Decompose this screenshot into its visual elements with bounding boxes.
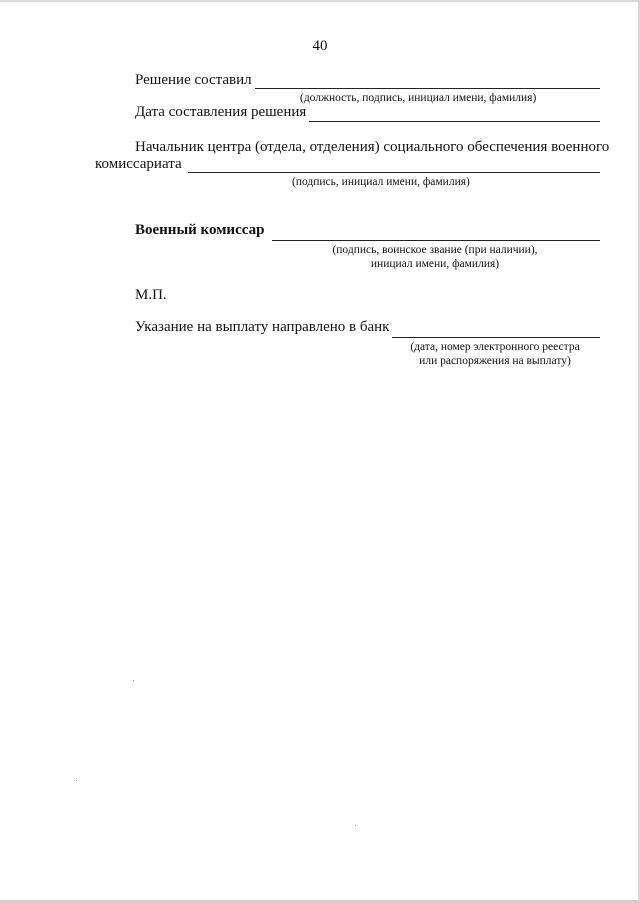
decision-by-caption: (должность, подпись, инициал имени, фамилия) — [300, 92, 537, 104]
page-edge-top — [0, 0, 640, 2]
commissar-signature-line — [272, 240, 600, 241]
chief-title-line1: Начальник центра (отдела, отделения) социального обеспечения военного — [135, 139, 610, 155]
decision-by-signature-line — [255, 88, 600, 89]
commissar-caption-line2: инициал имени, фамилия) — [370, 258, 500, 270]
bank-caption-line1: (дата, номер электронного реестра — [410, 341, 580, 353]
bank-line — [392, 337, 600, 338]
bank-caption-line2: или распоряжения на выплату) — [419, 355, 571, 367]
chief-caption: (подпись, инициал имени, фамилия) — [292, 176, 470, 188]
chief-signature-line — [188, 172, 600, 173]
commissar-label: Военный комиссар — [135, 222, 265, 238]
decision-by-label: Решение составил — [135, 72, 252, 88]
stamp-placeholder: М.П. — [135, 287, 167, 303]
decision-date-line — [309, 121, 600, 122]
commissar-caption-line1: (подпись, воинское звание (при наличии), — [332, 244, 538, 256]
chief-title-line2: комиссариата — [95, 156, 182, 172]
page-number: 40 — [312, 38, 328, 54]
scan-speck — [76, 780, 77, 781]
decision-date-label: Дата составления решения — [135, 104, 307, 120]
scan-speck — [355, 825, 356, 826]
bank-label: Указание на выплату направлено в банк — [135, 319, 390, 335]
scan-speck — [133, 680, 134, 681]
